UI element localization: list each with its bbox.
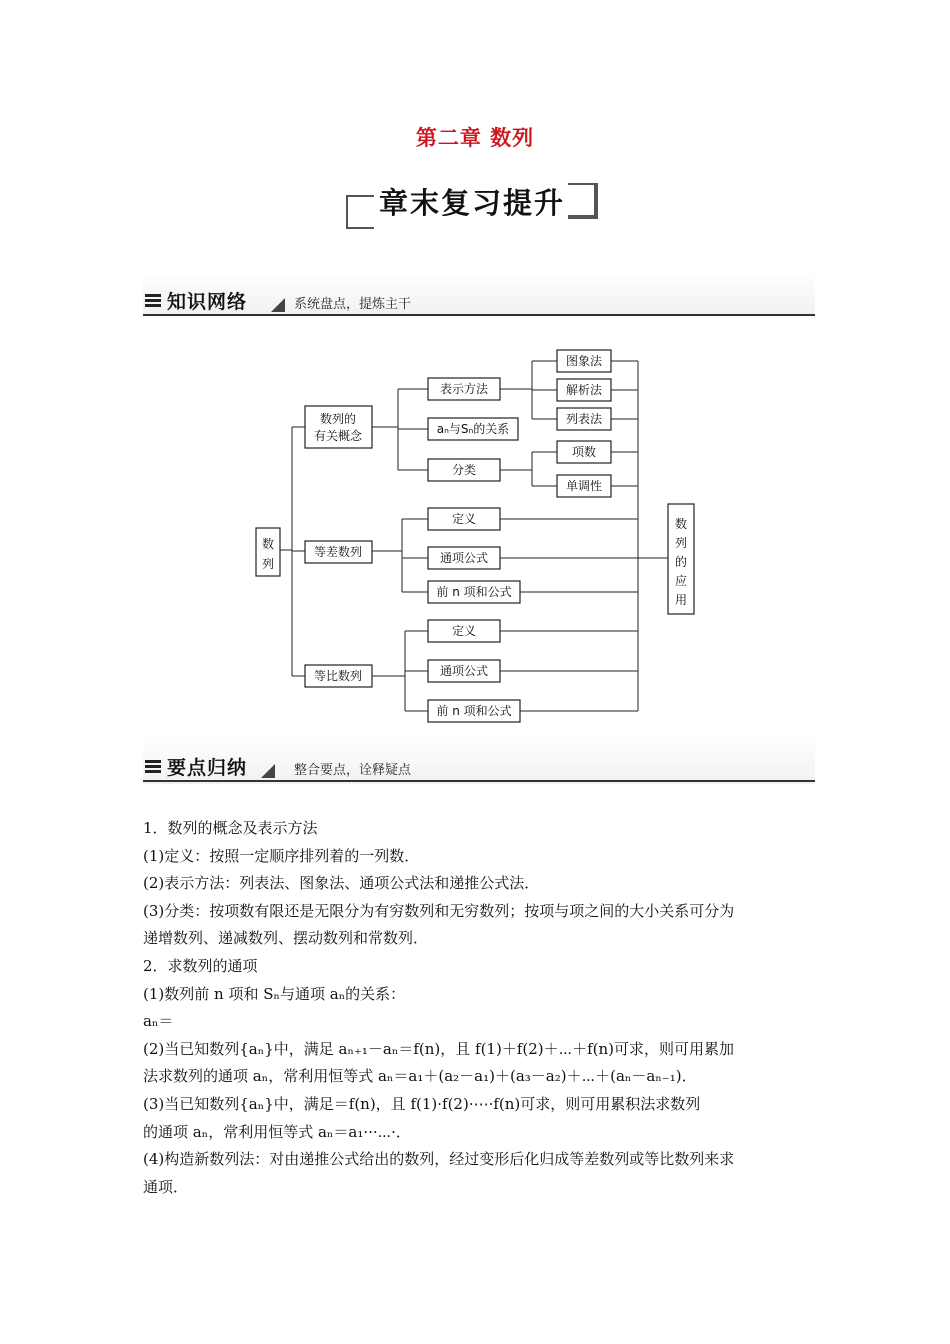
node-gen1-text: 通项公式	[439, 551, 489, 565]
node-def1-text: 定义	[451, 512, 477, 526]
node-def2-text: 定义	[451, 624, 477, 638]
content-line: aₙ＝	[143, 1012, 174, 1031]
node-monotone-text: 单调性	[565, 479, 603, 493]
content-line: (2)表示方法：列表法、图象法、通项公式法和递推公式法．	[143, 874, 540, 893]
section-rule	[143, 780, 815, 782]
content-line: (3)当已知数列{aₙ}中，满足＝f(n)，且 f(1)·f(2)·⋯·f(n)可求，则可用累积法求数列	[143, 1094, 701, 1113]
content-line: 2．求数列的通项	[143, 956, 258, 975]
node-termcount-text: 项数	[571, 445, 597, 459]
content-line: 1．数列的概念及表示方法	[143, 819, 318, 837]
section-triangle-icon	[261, 764, 275, 778]
node-repr-text: 表示方法	[439, 382, 489, 396]
node-analytic-text: 解析法	[565, 383, 603, 397]
banner-title: 章末复习提升	[378, 186, 565, 220]
node-sum2-text: 前 n 项和公式	[436, 704, 512, 718]
node-table-text: 列表法	[565, 412, 603, 426]
content-line: (3)分类：按项数有限还是无限分为有穷数列和无穷数列；按项与项之间的大小关系可分为	[143, 901, 735, 920]
content-line: 通项．	[143, 1177, 189, 1196]
chapter-title: 第二章 数列	[415, 126, 535, 150]
node-arith-text: 等差数列	[313, 545, 363, 559]
section-subtitle: 整合要点，诠释疑点	[294, 763, 412, 778]
node-app-text-1: 数	[674, 517, 688, 531]
node-concept-text-1: 数列的	[319, 412, 357, 426]
section-title: 要点归纳	[167, 757, 248, 779]
node-app-text-4: 应	[674, 574, 688, 588]
key-points-content	[143, 815, 823, 1201]
node-app-text-3: 的	[674, 555, 688, 569]
node-root-text-1: 数	[261, 537, 275, 551]
section-header-keypoints	[143, 756, 815, 782]
node-root-text-2: 列	[261, 557, 275, 571]
node-sum1-text: 前 n 项和公式	[436, 585, 512, 599]
content-line: (4)构造新数列法：对由递推公式给出的数列，经过变形后化归成等差数列或等比数列来求	[143, 1150, 735, 1169]
content-line: 递增数列、递减数列、摆动数列和常数列．	[143, 929, 429, 948]
node-geo-text: 等比数列	[313, 669, 363, 683]
node-graph-text: 图象法	[565, 354, 603, 368]
node-app-text-2: 列	[674, 536, 688, 550]
node-relation-text: aₙ与Sₙ的关系	[436, 422, 510, 436]
content-line: (2)当已知数列{aₙ}中，满足 aₙ₊₁－aₙ＝f(n)，且 f(1)＋f(2)＋⋯＋f(n)可求，则可用累加	[143, 1039, 735, 1058]
section-subtitle: 系统盘点，提炼主干	[294, 297, 412, 312]
section-bars-icon	[145, 760, 161, 776]
content-line: 的通项 aₙ，常利用恒等式 aₙ＝a₁···⋯·．	[143, 1122, 411, 1141]
content-line: 法求数列的通项 aₙ，常利用恒等式 aₙ＝a₁＋(a₂－a₁)＋(a₃－a₂)＋⋯＋(aₙ－aₙ₋₁)．	[143, 1067, 697, 1086]
content-line: (1)数列前 n 项和 Sₙ与通项 aₙ的关系：	[143, 984, 406, 1003]
content-line: (1)定义：按照一定顺序排列着的一列数．	[143, 846, 420, 865]
section-title: 知识网络	[167, 291, 248, 313]
node-app-text-5: 用	[674, 593, 688, 607]
node-gen2-text: 通项公式	[439, 664, 489, 678]
node-classify-text: 分类	[451, 463, 477, 477]
node-concept-text-2: 有关概念	[313, 429, 363, 443]
